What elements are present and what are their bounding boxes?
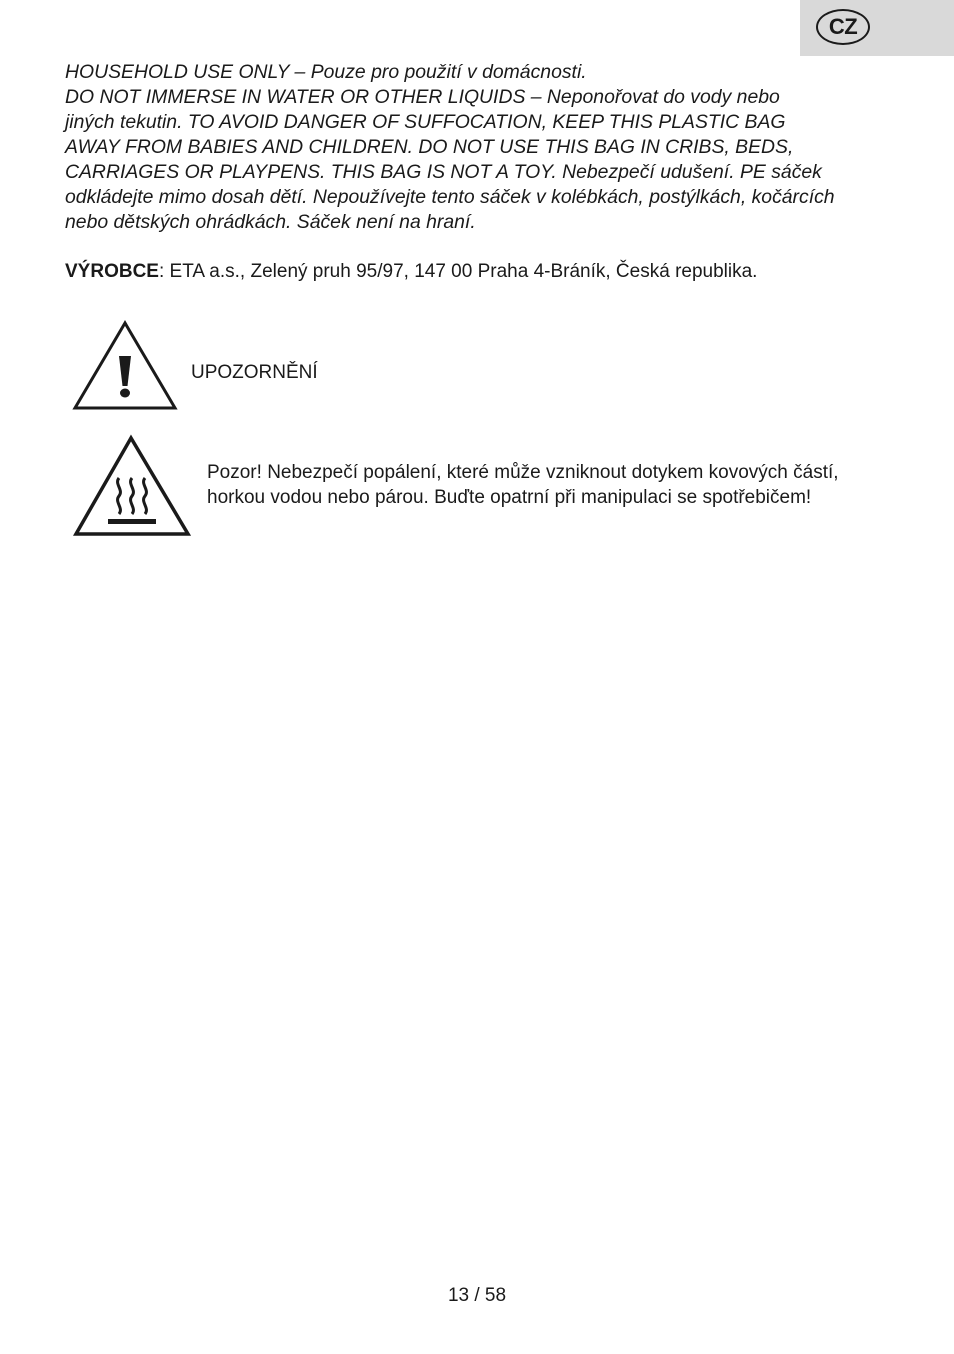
- intro-line: CARRIAGES OR PLAYPENS. THIS BAG IS NOT A TOY. Nebezpečí udušení. PE sáček: [65, 161, 822, 183]
- intro-line: AWAY FROM BABIES AND CHILDREN. DO NOT USE THIS BAG IN CRIBS, BEDS,: [65, 136, 794, 158]
- language-tab: [800, 0, 954, 56]
- intro-line: odkládejte mimo dosah dětí. Nepoužívejte tento sáček v kolébkách, postýlkách, kočárcích: [65, 186, 835, 208]
- intro-line: nebo dětských ohrádkách. Sáček není na hraní.: [65, 211, 476, 233]
- manufacturer-address: : ETA a.s., Zelený pruh 95/97, 147 00 Praha 4-Bráník, Česká republika.: [158, 261, 758, 282]
- page-number: 13 / 58: [447, 1285, 507, 1306]
- intro-line: HOUSEHOLD USE ONLY – Pouze pro použití v domácnosti.: [65, 61, 587, 83]
- warning-triangle-icon: [72, 320, 178, 412]
- intro-line: DO NOT IMMERSE IN WATER OR OTHER LIQUIDS – Neponořovat do vody nebo: [65, 86, 780, 108]
- hot-surface-icon: [72, 434, 192, 538]
- intro-warnings: [65, 60, 905, 235]
- manufacturer-info: [65, 259, 757, 284]
- manufacturer-label: VÝROBCE: [65, 261, 159, 282]
- hot-surface-warning: [207, 460, 839, 510]
- language-badge: CZ: [816, 9, 870, 45]
- intro-line: jiných tekutin. TO AVOID DANGER OF SUFFOCATION, KEEP THIS PLASTIC BAG: [65, 111, 786, 133]
- warning-label: UPOZORNĚNÍ: [191, 362, 318, 383]
- hot-surface-line: horkou vodou nebo párou. Buďte opatrní při manipulaci se spotřebičem!: [207, 487, 812, 508]
- hot-surface-line: Pozor! Nebezpečí popálení, které může vzniknout dotykem kovových částí,: [207, 462, 839, 483]
